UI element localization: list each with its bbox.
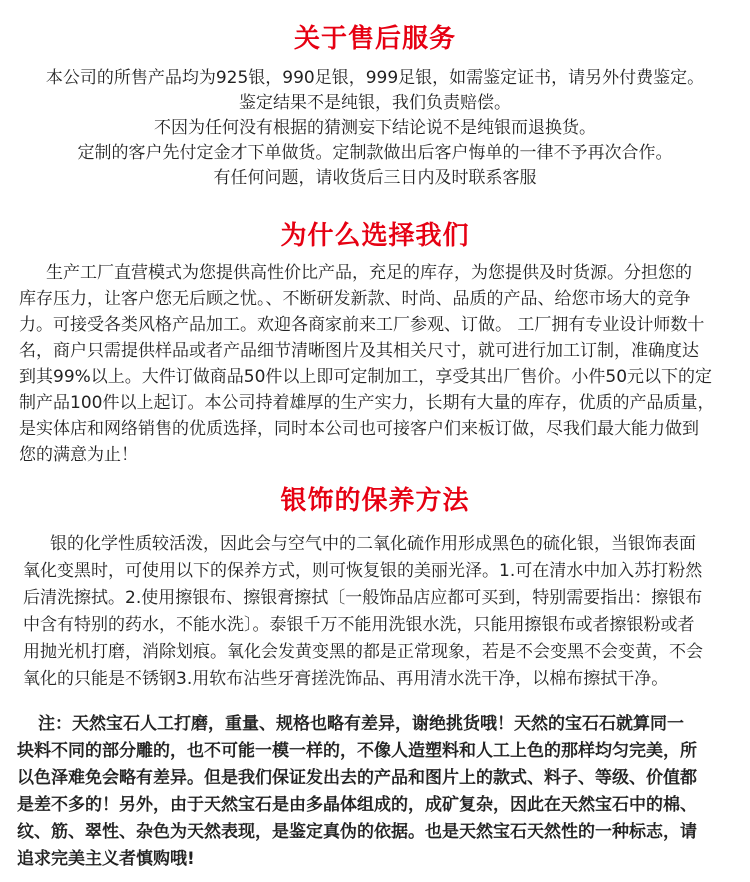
note-line: 注：天然宝石人工打磨，重量、规格也略有差异，谢绝挑货哦！天然的宝石石就算同一 — [38, 714, 684, 734]
paragraph-line: 您的满意为止！ — [19, 445, 138, 465]
note-line: 是差不多的！另外，由于天然宝石是由多晶体组成的，成矿复杂，因此在天然宝石中的棉、 — [17, 795, 697, 815]
paragraph-line: 中含有特别的药水，不能水洗〕。泰银千万不能用洗银水洗，只能用擦银布或者擦银粉或者 — [23, 615, 695, 635]
note-line: 纹、筋、翠性、杂色为天然表现，是鉴定真伪的依据。也是天然宝石天然性的一种标志，请 — [17, 822, 697, 842]
paragraph-line: 银的化学性质较活泼，因此会与空气中的二氧化硫作用形成黑色的硫化银，当银饰表面 — [50, 534, 696, 554]
after-sales-line: 定制的客户先付定金才下单做货。定制款做出后客户悔单的一律不予再次合作。 — [77, 143, 673, 163]
after-sales-title: 关于售后服务 — [293, 24, 456, 54]
paragraph-line: 生产工厂直营模式为您提供高性价比产品，充足的库存，为您提供及时货源。分担您的 — [46, 263, 692, 283]
after-sales-line: 不因为任何没有根据的猜测妄下结论说不是纯银而退换货。 — [154, 118, 596, 138]
after-sales-line: 鉴定结果不是纯银，我们负责赔偿。 — [239, 93, 511, 113]
paragraph-line: 氧化变黑时，可使用以下的保养方式，则可恢复银的美丽光泽。1.可在清水中加入苏打粉然 — [23, 561, 703, 581]
after-sales-line: 本公司的所售产品均为925银，990足银，999足银，如需鉴定证书，请另外付费鉴定。 — [45, 68, 705, 88]
note-line: 块料不同的部分雕的，也不可能一模一样的，不像人造塑料和人工上色的那样均匀完美，所 — [17, 741, 697, 761]
after-sales-line: 有任何问题，请收货后三日内及时联系客服 — [213, 168, 537, 188]
paragraph-line: 制产品100件以上起订。本公司持着雄厚的生产实力，长期有大量的库存，优质的产品质量， — [19, 393, 715, 413]
note-line: 以色泽难免会略有差异。但是我们保证发出去的产品和图片上的款式、料子、等级、价值都 — [17, 768, 697, 788]
paragraph-line: 到其99%以上。大件订做商品50件以上即可定制加工，享受其出厂售价。小件50元以下的定 — [19, 367, 713, 387]
silver-care-title: 银饰的保养方法 — [280, 486, 470, 516]
paragraph-line: 名，商户只需提供样品或者产品细节清晰图片及其相关尺寸，就可进行加工订制，准确度达 — [19, 341, 699, 361]
paragraph-line: 用抛光机打磨，消除划痕。氧化会发黄变黑的都是正常现象，若是不会变黑不会变黄，不会 — [23, 642, 703, 662]
note-line: 追求完美主义者慎购哦! — [17, 849, 195, 869]
why-choose-us-title: 为什么选择我们 — [280, 221, 470, 251]
paragraph-line: 氧化的只能是不锈钢3.用软布沾些牙膏搓洗饰品、再用清水洗干净，以棉布擦拭干净。 — [23, 669, 669, 689]
paragraph-line: 力。可接受各类风格产品加工。欢迎各商家前来工厂参观、订做。 工厂拥有专业设计师数十 — [19, 315, 705, 335]
paragraph-line: 后清洗擦拭。2.使用擦银布、擦银膏擦拭〔一般饰品店应都可买到，特别需要指出：擦银布 — [23, 588, 703, 608]
paragraph-line: 是实体店和网络销售的优质选择，同时本公司也可接客户们来板订做，尽我们最大能力做到 — [19, 419, 699, 439]
paragraph-line: 库存压力，让客户您无后顾之忧。、不断研发新款、时尚、品质的产品、给您市场大的竞争 — [19, 289, 691, 309]
